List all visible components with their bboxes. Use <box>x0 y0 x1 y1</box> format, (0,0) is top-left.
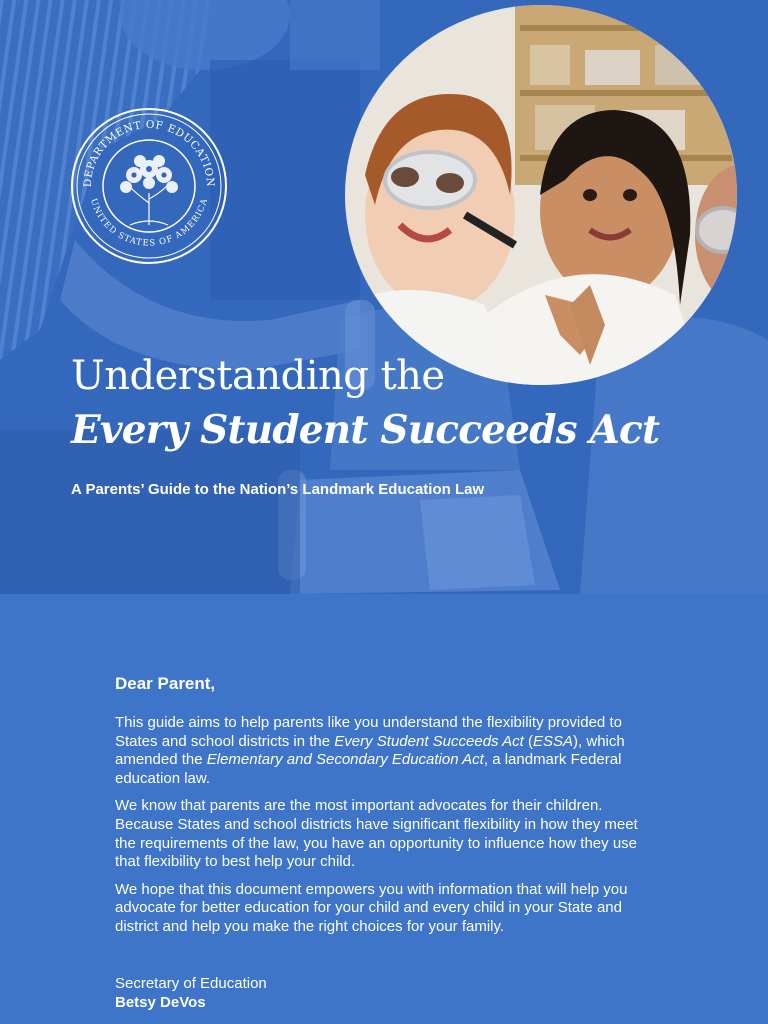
svg-text:DEPARTMENT OF EDUCATION: DEPARTMENT OF EDUCATION <box>81 118 217 188</box>
signature-title: Secretary of Education <box>115 975 267 992</box>
department-of-education-seal-logo <box>70 107 228 265</box>
svg-text:UNITED STATES OF AMERICA: UNITED STATES OF AMERICA <box>87 197 211 249</box>
letter-salutation: Dear Parent, <box>115 674 216 693</box>
children-photo <box>345 5 737 385</box>
cover-subtitle: A Parents’ Guide to the Nation’s Landmark Education Law <box>71 481 485 498</box>
signature-name: Betsy DeVos <box>115 994 206 1011</box>
cover-title-line-2: Every Student Succeeds Act <box>71 407 660 453</box>
letter-paragraph-2: We know that parents are the most important advocates for their children. Because States and school districts have significant flexibility in how they meet the requirements of the law, you have an opportunity to influence how they use that flexibility to best help your child. <box>115 797 638 871</box>
letter-paragraph-1: This guide aims to help parents like you understand the flexibility provided to States and school districts in the Every Student Succeeds Act (ESSA), which amended the Elementary and Secondary Education Act, a landmark Federal education law. <box>115 714 625 787</box>
cover-title-line-1: Understanding the <box>71 353 445 399</box>
letter-paragraph-3: We hope that this document empowers you with information that will help you advocate for better education for your child and every child in your State and district and help you make the right choices for your family. <box>115 880 628 935</box>
parent-letter <box>115 674 660 946</box>
